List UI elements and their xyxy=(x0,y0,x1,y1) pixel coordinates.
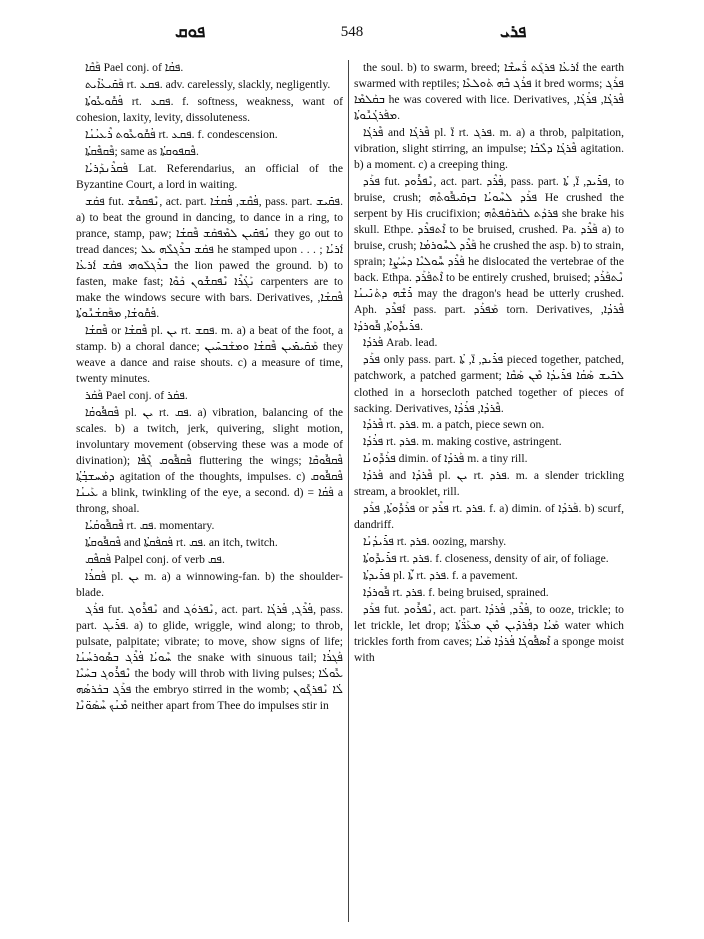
right-running-head: ܦܪܝ xyxy=(500,22,527,41)
page-header xyxy=(0,22,704,48)
dictionary-entry: ܦܰܪܕܳܐ Arab. lead. xyxy=(363,336,438,350)
column-divider xyxy=(348,60,349,922)
dictionary-entry: ܦܪܰܕܽܘܬܳܐ, ܦܪܰܕ or ܦܪܶܕ rt. ܦܪܕ. f. a) dimin. of ܦܰܪܕܳܐ. b) scurf, dandriff. xyxy=(354,502,624,532)
right-column xyxy=(354,60,624,667)
dictionary-entry: ܦܩܰܫ fut. ܢܶܦܩܘܽܫ, act. part. ܦܳܩܶܫ, ܦܳܩܫܳܐ, pass. part. ܦܩܺܝܫ. a) to beat the ground in dancing, to dance in a ring, to prance, stamp, paw; ܢܳܦܩܺܝܢ ܠܡܶܦܩܰܫ ܦܶܩܫܳܐ they go out to tread dances; ܦܩܰܫ ܒܪܶܓܠܶܗ ܥܠ he stamped upon . . . ; ܐܰܪܝܳܐ ܒܪܶܓܠܰܘܗܝ ܦܩܰܫ ܐܰܪܥܳܐ the lion pawed the ground. b) to fasten, make fast; ܢܰܓܳܪܶܐ ܢܶܦܩܫܽܘܢ ܟܰܘܶܐ carpenters are to make the windows secure with bars. Derivatives, ܦܶܩܫܳܐ, ܦܳܩܽܘܫܳܐ, ܡܦܰܩܫܳܢܽܘܬܳܐ. xyxy=(76,194,344,321)
dictionary-entry: ܦܶܪܓܳܐ and ܦܶܪܓܳܐ pl. ܐ̈ rt. ܦܪܓ. m. a) a throb, palpitation, vibration, slight stirring, an impulse; ܦܶܪܓܳܐ ܕܠܶܒܳܐ agitation. b) a moment. c) a creeping thing. xyxy=(354,126,624,172)
dictionary-entry: ܦܰܪܕܳܐ and ܦܶܪܕܳܐ pl. ܝܢ rt. ܦܪܕ. m. a slender trickling stream, a brooklet, rill. xyxy=(354,469,624,499)
dictionary-entry: ܦܳܩܽܘܥܽܘܬܳܐ rt. ܦܩܥ. f. softness, weakness, want of cohesion, laxity, levity, dissoluteness. xyxy=(76,94,343,124)
dictionary-entry: ܦܪܰܕ fut. ܢܶܦܪܽܘܕ, act. part. ܦܳܪܶܕ, pass. part. ܦܪܺܝܕ, ܐ̈, ܬܳܐ, to bruise, crush; ܦܪܰܕ ܠܚܶܘܝܳܐ ܒܙܩܺܝܦܽܘܬܶܗ He crushed the serpent by His crucifixion; ܦܪܕܰܬ ܠܩܰܪܩܰܦܬܶܗ she brake his skull. Ethpe. ܐܶܬܦܪܶܕ to be bruised, crushed. Pa. ܦܰܪܶܕ a) to bruise, crush; ܦܰܪܶܕ ܠܚܽܘܪܡܳܐ he crushed the asp. b) to strain, sprain; ܦܰܪܶܕ ܚܽܘܠܝܶܐ ܕܚܰܨܳܐ he dislocated the vertebrae of the back. Ethpa. ܐܶܬܦܰܪܰܕ to be entirely crushed, bruised; ܢܶܬܦܰܪܰܕ ܪܺܫܶܗ ܕܬܰܢܺܝܢܳܐ may the dragon's head be utterly crushed. Aph. ܐܰܦܪܶܕ pass. part. ܡܰܦܪܰܕ torn. Derivatives, ܦܶܪܕܳܐ, ܦܪܺܝܕܽܘܬܳܐ, ܦܽܘܪܕܳܐ. xyxy=(354,175,625,333)
dictionary-entry: ܦܽܘܪܕܳܐ rt. ܦܪܕ. f. being bruised, sprained. xyxy=(363,586,549,600)
dictionary-entry: ܦܪܺܝܕܬܳܐ pl. ܬ̈ܳܐ rt. ܦܪܕ. f. a pavement. xyxy=(363,569,518,583)
dictionary-entry: ܦܰܩܺܝܥܳܐܺܝܬ rt. ܦܩܥ. adv. carelessly, slackly, negligently. xyxy=(85,77,331,91)
dictionary-entry: ܦܰܩܪܳܐ pl. ܝܢ m. a) a winnowing-fan. b) the shoulder-blade. xyxy=(76,570,343,600)
left-running-head: ܦܘܩ xyxy=(175,22,206,41)
dictionary-entry: ܦܶܪܕܳܐ rt. ܦܪܕ. m. a patch, piece sewn on. xyxy=(363,418,545,432)
dictionary-entry: ܦܪܰܕܽܘܢܳܐ dimin. of ܦܰܪܕܳܐ m. a tiny rill. xyxy=(363,452,528,466)
dictionary-entry: ܦܶܩܦܽܘܩܬܳܐ and ܦܰܩܦܰܩܬܳܐ rt. ܦܩ. an itch, twitch. xyxy=(85,536,278,550)
dictionary-entry: ܦܶܩܦܽܘܩܳܐ pl. ܝܢ rt. ܦܩ. a) vibration, balancing of the scales. b) a twitch, jerk, quivering, slight motion, involuntary movement (observing these was a mode of divination); ܦܶܩܦܽܘܩ ܓܶܦܶܐ fluttering the wings; ܦܶܩܦܽܘܩܶܐ ܕܡܰܚܫܒ݂ܳܬ݂ܳܐ agitation of the thoughts, impulses. c) ܦܶܩܦܽܘܩ ܥܰܝܢܳܐ a blink, twinkling of the eye, a second. d) = ܦܰܩܳܐ a throng, shoal. xyxy=(76,406,344,516)
dictionary-entry: the soul. b) to swarm, breed; ܐܰܪܥܳܐ ܦܪܓܰܬ ܪ̈ܰܚܫܶܐ the earth swarmed with reptiles; ܦܪܰܓ ܒܶܗ ܬܰܘܠܥܶܐ it bred worms; ܦܪܰܓ ܒܩܰܠܡܶܐ he was covered with lice. Derivatives, ܦܶܪܓܳܐ, ܦܪܳܓܳܐ, ܡܦܰܪܓܳܢܽܘܬܳܐ. xyxy=(354,61,624,123)
dictionary-entry: ܦܪܰܕ fut. ܢܶܦܪܽܘܕ, act. part. ܦܳܪܶܕ, ܦܳܪܕܳܐ, to ooze, trickle; to let trickle, let drop; ܡܰܝܳܐ ܕܦܳܪܕܺܝܢ ܡܶܢ ܡܥܰܪ̈ܳܬܳܐ water which trickles forth from caves; ܐܶܣܦܽܘܓܳܐ ܦܳܪܕܳܐ ܡܰܝܳܐ a sponge moist with xyxy=(354,603,624,665)
dictionary-entry: ܦܪܺܝܕܽܘܬܳܐ rt. ܦܪܕ. f. closeness, density of air, of foliage. xyxy=(363,552,609,566)
dictionary-entry: ܦܪܰܕ only pass. part. ܦܪܺܝܕ, ܐ̈, ܬܳܐ pieced together, patched, patchwork, a patched garment; ܠܒܺܝܫ ܣܰܩܳܐ ܦܪܺܝܕܳܐ ܡܶܢ ܣܰܩܶܐ clothed in a horsecloth patched together of pieces of sacking. Derivatives, ܦܶܪܕܳܐ, ܦܪܳܕܳܐ. xyxy=(354,353,624,415)
left-column xyxy=(76,60,343,715)
dictionary-entry: ܦܪܳܕܳܐ rt. ܦܪܕ. m. making costive, astringent. xyxy=(363,435,562,449)
dictionary-entry: ܦܶܩܦܶܩܬܳܐ; same as ܦܶܩܦܘܩܬܳܐ. xyxy=(85,144,199,158)
dictionary-entry: ܦܶܩܫܳܐ or ܦܶܩܫܳܐ pl. ܝܢ rt. ܦܩܫ. m. a) a beat of the foot, a stamp. b) a choral dance; ܡܰܩܺܝܡܺܝܢ ܦܶܩܫܳܐ ܘܡܫܰܒܚܺܝܢ they weave a dance and raise shouts. c) a measure of time, twenty minutes. xyxy=(76,323,343,386)
dictionary-entry: ܦܳܩܽܘܥܽܘܬ ܪܶܥܝܳܢܳܐ rt. ܦܩܥ. f. condescension. xyxy=(85,127,278,141)
dictionary-entry: ܦܶܩܦܽܘܩܳܝܳܐ rt. ܦܩ. momentary. xyxy=(85,519,215,533)
dictionary-entry: ܦܰܩܪܶܢܕܰܪܝܳܐ Lat. Referendarius, an official of the Byzantine Court, a lord in waiting. xyxy=(76,161,343,191)
dictionary-entry: ܦܪܰܓ fut. ܢܶܦܪܽܘܓ and ܢܶܦܪܘܿܓ, act. part. ܦܳܪܶܓ, ܦܳܪܓܳܐ, pass. part. ܦܪܺܝܓ. a) to glide, wriggle, wind along; to throb, pulsate, palpitate; vibrate; to move, show signs of life; ܚܶܘܝܳܐ ܦܳܪܶܓ ܒܣܽܘܪܚܳܢܳܐ the snake with sinuous tail; ܦܰܓܪܳܐ ܢܶܦܪܽܘܓ ܒܚܰܝܶܐ the body will throb with living pulses; ܥܽܘܠܳܐ ܦܪܰܓ ܒܟܰܪܣܳܗ the embryo stirred in the womb; ܠܳܐ ܢܶܦܪܓܽܘܢ ܡܶܢܳܟ ܚܶܣܰܘ̈ܢܶܐ neither apart from Thee do impulses stir in xyxy=(76,603,344,713)
dictionary-entry: ܦܰܩܶܐ Pael conj. of ܦܩܳܐ. xyxy=(85,61,184,74)
page-number: 548 xyxy=(340,24,364,40)
dictionary-entry: ܦܪܺܝܕܳܢܳܐ rt. ܦܪܕ. oozing, marshy. xyxy=(363,535,507,549)
dictionary-entry: ܦܰܩܦܶܩ Palpel conj. of verb ܦܩ. xyxy=(85,553,225,567)
dictionary-entry: ܦܰܩܰܪ Pael conj. of ܦܩܰܪ. xyxy=(85,389,188,403)
